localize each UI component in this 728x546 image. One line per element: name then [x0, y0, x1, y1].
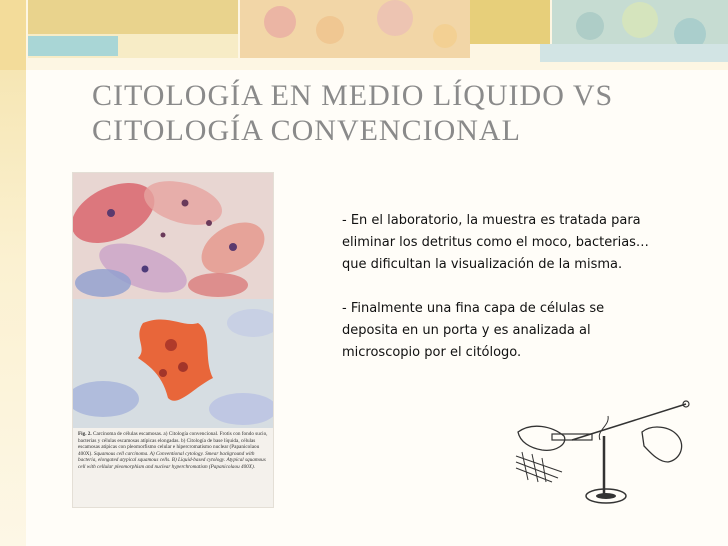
lab-equipment-illustration — [512, 392, 702, 512]
caption-spanish: Carcinoma de células escamosas. a) Citología convencional. Frotis con fondo sucio, bacterias y células escamosas atípicas elongadas. b) Citología de base líquida, células escamosas atípicas con pleomorfismo celular e hipercromatismo nuclear (Papanicolaou 400X). — [78, 431, 268, 457]
decorative-banner — [0, 0, 728, 70]
paragraph-spacer — [342, 276, 654, 298]
caption-english: Squamous cell carcinoma. A) Conventional cytology. Smear background with bacteria, elongated atypical squamous cells. B) Liquid-based cytology. Atypical squamous cell with cellular pleomorphism and nuclear hyperchromatism (Papanicolaou 400X). — [78, 450, 266, 470]
caption-label: Fig. 2. — [78, 431, 92, 437]
micrograph-images — [73, 173, 273, 428]
title-line-2: CITOLOGÍA CONVENCIONAL — [92, 114, 521, 147]
title-line-1: CITOLOGÍA EN MEDIO LÍQUIDO VS — [92, 79, 614, 112]
body-text — [342, 210, 654, 364]
cytology-figure — [72, 172, 274, 508]
decorative-left-strip — [0, 70, 26, 546]
figure-caption — [78, 431, 270, 471]
paragraph-microscope: - Finalmente una fina capa de células se deposita en un porta y es analizada al microscopio por el citólogo. — [342, 301, 605, 360]
paragraph-laboratory: - En el laboratorio, la muestra es tratada para eliminar los detritus como el moco, bacterias… que dificultan la visualización de la misma. — [342, 213, 649, 272]
slide-title — [92, 78, 712, 148]
